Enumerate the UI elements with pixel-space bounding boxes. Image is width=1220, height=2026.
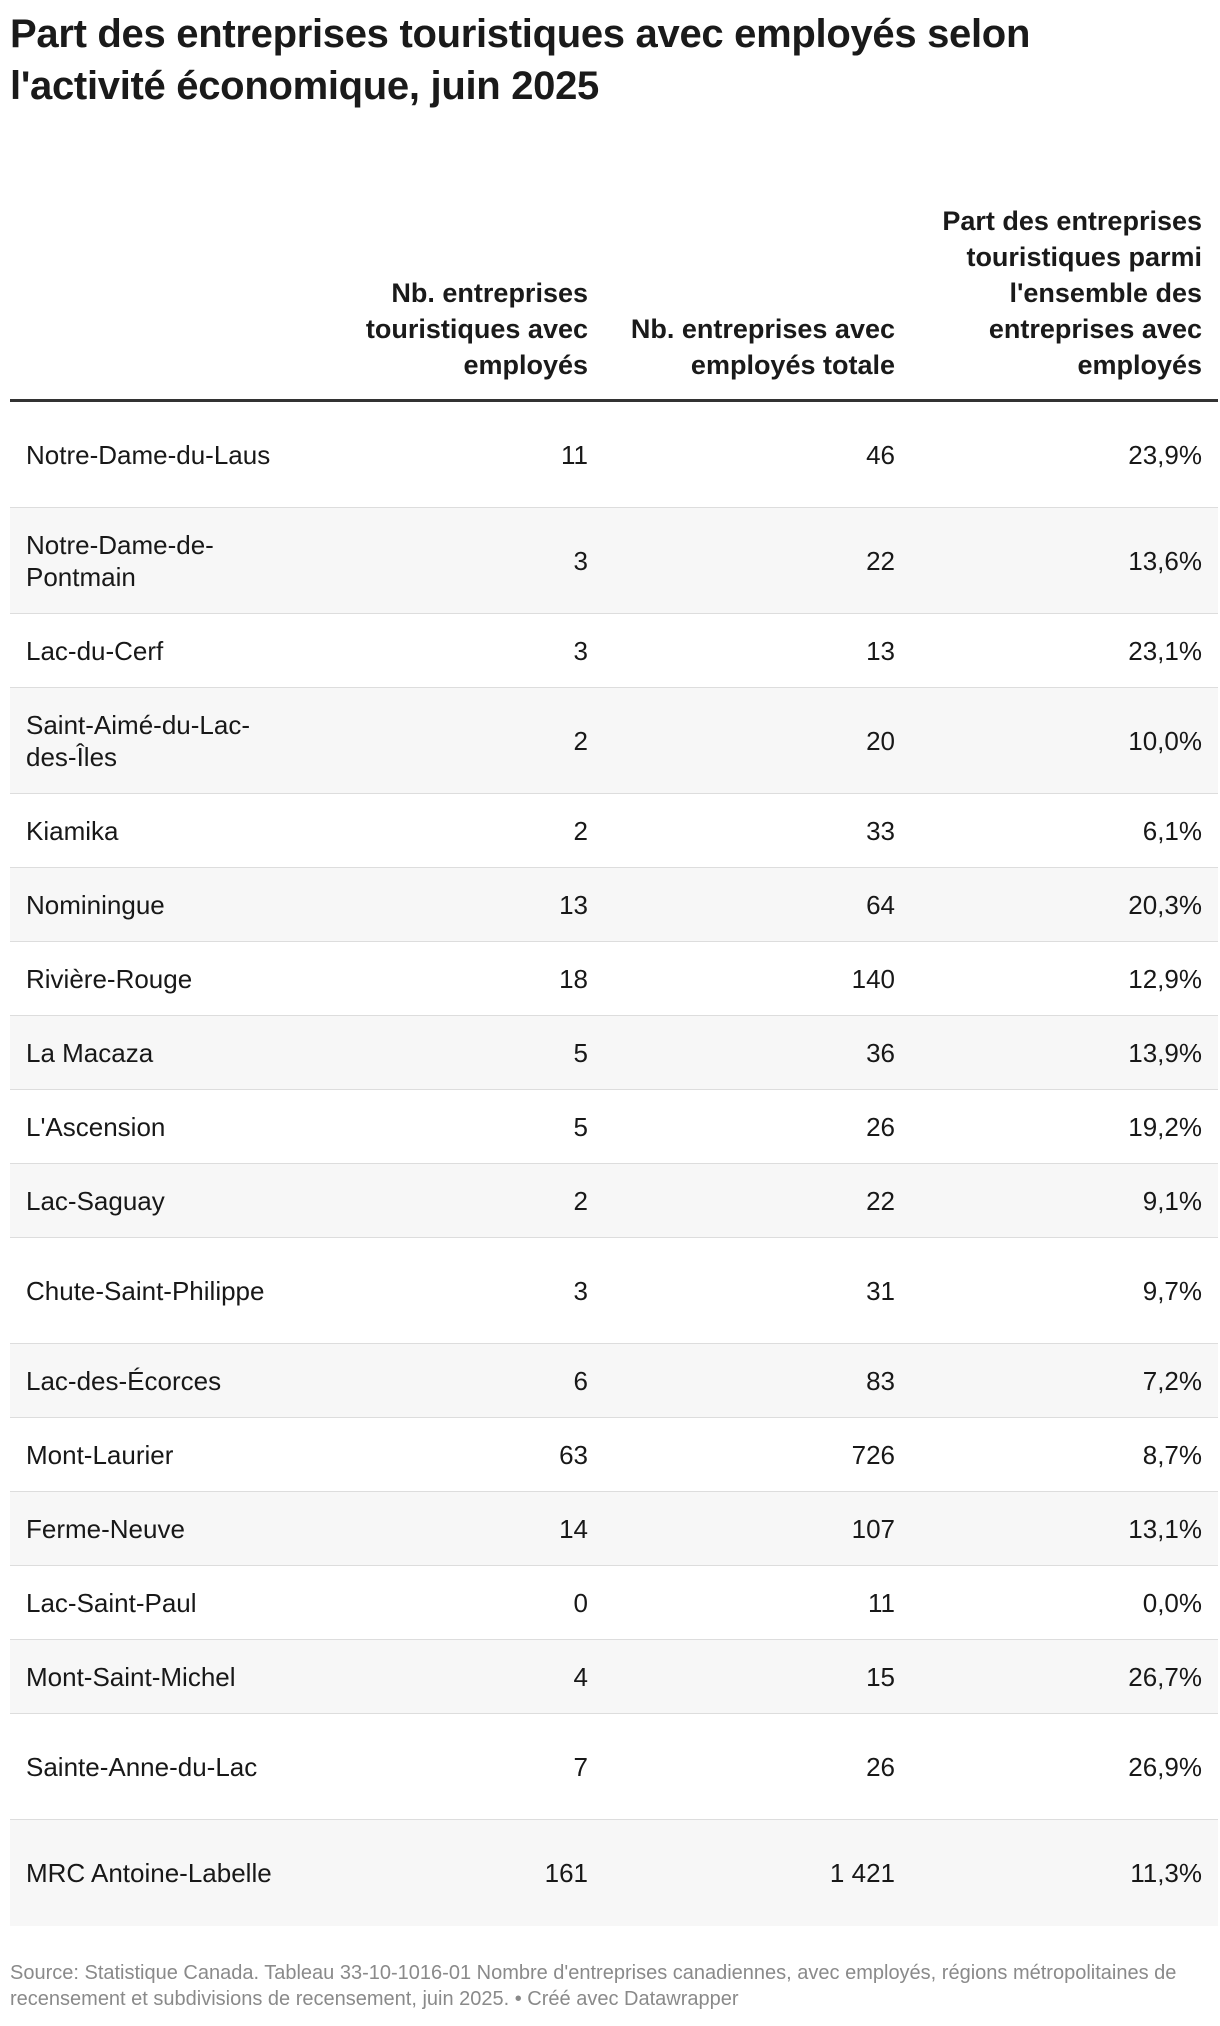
- tourist-count-cell: 6: [573, 1365, 588, 1396]
- table-row: [10, 688, 1218, 794]
- total-count-cell: 20: [866, 725, 895, 756]
- table-row: [10, 614, 1218, 688]
- row-name-cell: Lac-Saint-Paul: [26, 1587, 197, 1618]
- total-count-cell: 13: [866, 635, 895, 666]
- table-row: [10, 1344, 1218, 1418]
- table-row: [10, 1492, 1218, 1566]
- row-name-cell: La Macaza: [26, 1037, 154, 1068]
- total-count-cell: 31: [866, 1275, 895, 1306]
- total-count-cell: 83: [866, 1365, 895, 1396]
- tourist-count-cell: 5: [573, 1111, 588, 1142]
- share-percent-cell: 26,7%: [1128, 1661, 1202, 1692]
- tourist-count-cell: 18: [559, 963, 588, 994]
- row-name-cell: Notre-Dame-de-Pontmain: [26, 529, 214, 592]
- row-name-cell: Lac-du-Cerf: [26, 635, 164, 666]
- table-row: [10, 1640, 1218, 1714]
- total-count-cell: 64: [866, 889, 895, 920]
- row-name-cell: Rivière-Rouge: [26, 963, 193, 994]
- total-count-cell: 36: [866, 1037, 895, 1068]
- share-percent-cell: 8,7%: [1142, 1439, 1202, 1470]
- share-percent-cell: 9,1%: [1142, 1185, 1202, 1216]
- table-row: [10, 1418, 1218, 1492]
- table-row: [10, 1090, 1218, 1164]
- share-percent-cell: 9,7%: [1142, 1275, 1202, 1306]
- column-header-tourist-share[interactable]: Part des entreprises touristiques parmi l'ensemble des entreprises avec employés: [942, 206, 1202, 380]
- share-percent-cell: 23,1%: [1128, 635, 1202, 666]
- row-name-cell: L'Ascension: [26, 1111, 166, 1142]
- table-header: [10, 165, 1218, 402]
- table-row: [10, 942, 1218, 1016]
- total-count-cell: 107: [851, 1513, 895, 1544]
- share-percent-cell: 19,2%: [1128, 1111, 1202, 1142]
- total-count-cell: 11: [868, 1587, 895, 1618]
- row-name-cell: Sainte-Anne-du-Lac: [26, 1751, 258, 1782]
- credit-text: • Créé avec Datawrapper: [514, 1988, 739, 2010]
- share-percent-cell: 13,1%: [1128, 1513, 1202, 1544]
- table-row: [10, 1714, 1218, 1820]
- tourist-count-cell: 11: [561, 439, 588, 470]
- share-percent-cell: 12,9%: [1128, 963, 1202, 994]
- tourist-count-cell: 7: [573, 1751, 588, 1782]
- tourist-count-cell: 3: [573, 545, 588, 576]
- row-name-cell: MRC Antoine-Labelle: [26, 1858, 272, 1888]
- total-count-cell: 33: [866, 815, 895, 846]
- column-header-tourist-businesses[interactable]: Nb. entreprises touristiques avec employés: [365, 278, 588, 380]
- table-row: [10, 868, 1218, 942]
- row-name-cell: Lac-Saguay: [26, 1185, 165, 1216]
- data-table: [10, 165, 1218, 1926]
- total-count-cell: 26: [866, 1751, 895, 1782]
- table-body: [10, 402, 1218, 1926]
- share-percent-cell: 11,3%: [1130, 1858, 1202, 1888]
- row-name-cell: Chute-Saint-Philippe: [26, 1275, 265, 1306]
- table-row: [10, 1016, 1218, 1090]
- row-name-cell: Notre-Dame-du-Laus: [26, 439, 271, 470]
- source-note: [10, 1960, 1190, 2012]
- tourist-count-cell: 161: [544, 1858, 588, 1888]
- tourist-count-cell: 3: [573, 635, 588, 666]
- total-count-cell: 46: [866, 439, 895, 470]
- row-name-cell: Mont-Laurier: [26, 1439, 174, 1470]
- tourist-count-cell: 4: [573, 1661, 588, 1692]
- table-row: [10, 1566, 1218, 1640]
- tourist-count-cell: 14: [559, 1513, 588, 1544]
- row-name-cell: Lac-des-Écorces: [26, 1365, 222, 1396]
- row-name-cell: Nominingue: [26, 889, 165, 920]
- table-row: [10, 508, 1218, 614]
- tourist-count-cell: 2: [573, 815, 588, 846]
- total-count-cell: 22: [866, 1185, 895, 1216]
- share-percent-cell: 13,6%: [1128, 545, 1202, 576]
- row-name-cell: Mont-Saint-Michel: [26, 1661, 236, 1692]
- tourist-count-cell: 13: [559, 889, 588, 920]
- row-name-cell: Ferme-Neuve: [26, 1513, 185, 1544]
- table-row: [10, 1238, 1218, 1344]
- table-row: [10, 794, 1218, 868]
- share-percent-cell: 26,9%: [1128, 1751, 1202, 1782]
- share-percent-cell: 23,9%: [1128, 439, 1202, 470]
- share-percent-cell: 7,2%: [1142, 1365, 1202, 1396]
- share-percent-cell: 13,9%: [1128, 1037, 1202, 1068]
- share-percent-cell: 10,0%: [1128, 725, 1202, 756]
- table-row: [10, 1164, 1218, 1238]
- tourist-count-cell: 2: [573, 725, 588, 756]
- tourist-count-cell: 3: [573, 1275, 588, 1306]
- tourist-count-cell: 63: [559, 1439, 588, 1470]
- tourist-count-cell: 0: [573, 1587, 588, 1618]
- table-row: [10, 402, 1218, 508]
- total-count-cell: 22: [866, 545, 895, 576]
- total-count-cell: 15: [866, 1661, 895, 1692]
- column-header-total-businesses[interactable]: Nb. entreprises avec employés totale: [630, 314, 895, 380]
- total-count-cell: 1 421: [829, 1858, 895, 1888]
- row-name-cell: Saint-Aimé-du-Lac-des-Îles: [26, 709, 250, 772]
- tourist-count-cell: 2: [573, 1185, 588, 1216]
- share-percent-cell: 0,0%: [1142, 1587, 1202, 1618]
- total-count-cell: 26: [866, 1111, 895, 1142]
- total-count-cell: 140: [851, 963, 895, 994]
- share-percent-cell: 20,3%: [1128, 889, 1202, 920]
- share-percent-cell: 6,1%: [1142, 815, 1202, 846]
- row-name-cell: Kiamika: [26, 815, 119, 846]
- source-text: Source: Statistique Canada. Tableau 33-10-1016-01 Nombre d'entreprises canadiennes, avec employés, régions métropolitaines de recensement et subdivisions de recensement, juin 2025.: [10, 1962, 1177, 2010]
- total-count-cell: 726: [851, 1439, 895, 1470]
- tourist-count-cell: 5: [573, 1037, 588, 1068]
- table-row: [10, 1820, 1218, 1926]
- page-title: Part des entreprises touristiques avec employés selon l'activité économique, juin 2025: [10, 12, 1031, 108]
